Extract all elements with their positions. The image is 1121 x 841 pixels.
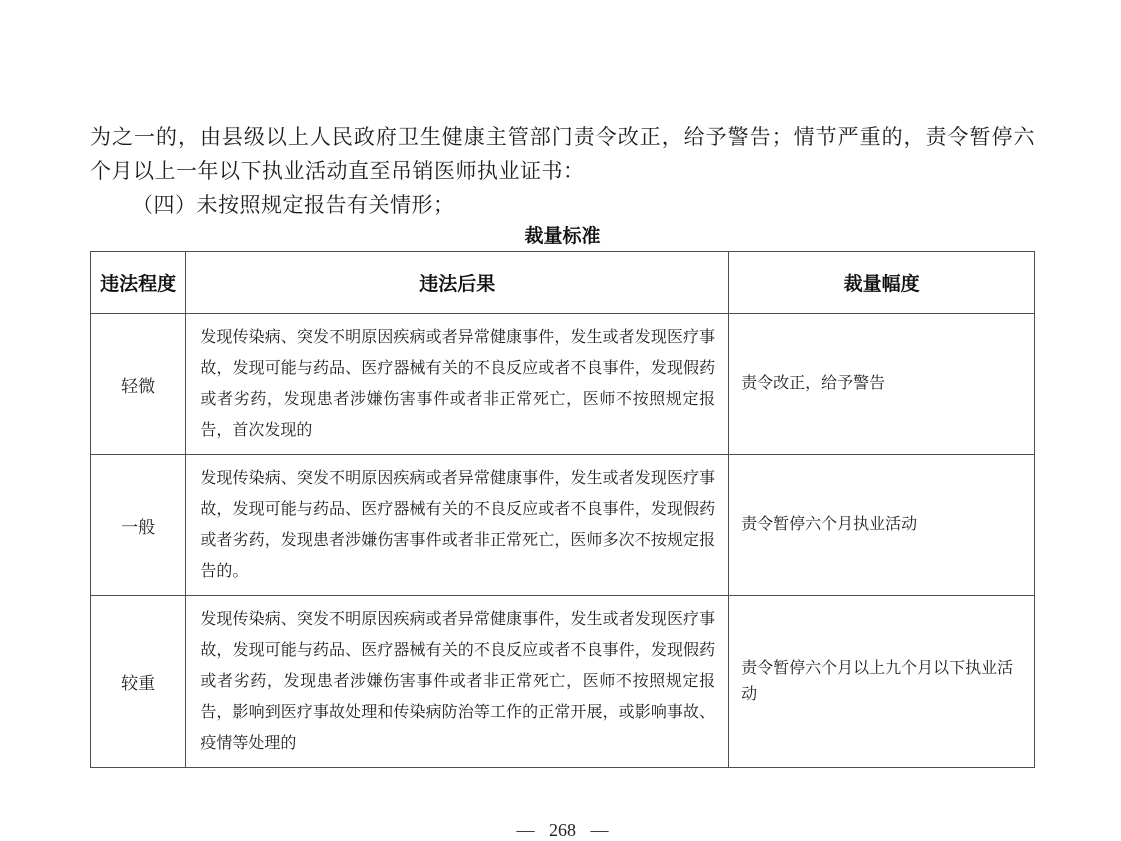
header-discretion-range: 裁量幅度 [729,252,1035,314]
page-number: — 268 — [516,820,609,840]
page-content [90,120,1035,841]
table-row-serious [91,596,1035,768]
table-header-row [91,252,1035,314]
table-title: 裁量标准 [524,226,601,247]
level-cell: 较重 [91,596,186,768]
range-cell: 责令暂停六个月以上九个月以下执业活动 [729,596,1035,768]
table-row-general [91,455,1035,596]
consequence-cell: 发现传染病、突发不明原因疾病或者异常健康事件，发生或者发现医疗事故，发现可能与药品、医疗器械有关的不良反应或者不良事件，发现假药或者劣药，发现患者涉嫌伤害事件或者非正常死亡，医师多次不按规定报告的。 [186,455,729,596]
table-row-minor [91,314,1035,455]
consequence-cell: 发现传染病、突发不明原因疾病或者异常健康事件，发生或者发现医疗事故，发现可能与药品、医疗器械有关的不良反应或者不良事件，发现假药或者劣药，发现患者涉嫌伤害事件或者非正常死亡，医师不按照规定报告，首次发现的 [186,314,729,455]
discretion-standards-table [90,251,1035,768]
level-cell: 轻微 [91,314,186,455]
consequence-cell: 发现传染病、突发不明原因疾病或者异常健康事件，发生或者发现医疗事故，发现可能与药品、医疗器械有关的不良反应或者不良事件，发现假药或者劣药，发现患者涉嫌伤害事件或者非正常死亡，医师不按照规定报告，影响到医疗事故处理和传染病防治等工作的正常开展，或影响事故、疫情等处理的 [186,596,729,768]
range-cell: 责令改正，给予警告 [729,314,1035,455]
body-paragraph-continuation: 为之一的，由县级以上人民政府卫生健康主管部门责令改正，给予警告；情节严重的，责令暂停六个月以上一年以下执业活动直至吊销医师执业证书： [90,125,1035,183]
header-violation-level: 违法程度 [91,252,186,314]
header-violation-consequence: 违法后果 [186,252,729,314]
level-cell: 一般 [91,455,186,596]
clause-item-four: （四）未按照规定报告有关情形； [132,193,455,217]
range-cell: 责令暂停六个月执业活动 [729,455,1035,596]
